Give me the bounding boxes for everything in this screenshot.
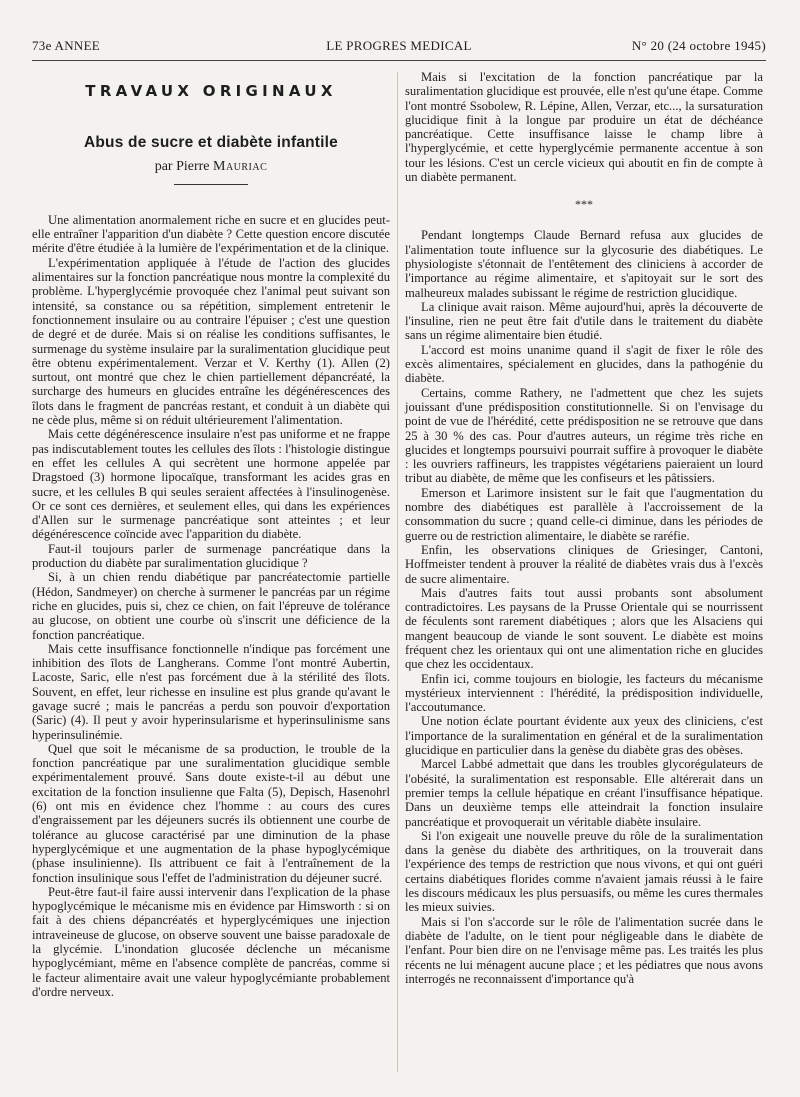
paragraph: Mais d'autres faits tout aussi probants sont absolument contradictoires. Les paysans de la Prusse Orientale qui se nourrissent de féculents sont rarement diabétiques ; alors que les Alsaciens qui mangent beaucoup de viande le sont souvent. Le diabète est moins fréquent chez les orientaux qui ont une alimentation riche en glucides que chez les occidentaux. xyxy=(405,585,763,672)
paragraph: Si l'on exigeait une nouvelle preuve du rôle de la suralimentation dans la genèse du diabète des arthritiques, on la trouverait dans l'expérience des temps de restriction que nous vivons, et qui ont guéri certains diabétiques florides comme n'avaient jamais réussi à le faire les discours médicaux les plus persuasifs, ou même les cures thermales les mieux suivies. xyxy=(405,828,763,915)
header-rule xyxy=(32,60,766,61)
paragraph: Marcel Labbé admettait que dans les troubles glycorégulateurs de l'obésité, la suralimentation est responsable. Elle altérerait dans un premier temps la cellule hépatique en créant l'insuffisance hépatique. Dans un deuxième temps elle atteindrait la fonction insulaire pancréatique et provoquerait un véritable diabète insulaire. xyxy=(405,757,763,829)
right-column xyxy=(405,70,763,986)
paragraph: Emerson et Larimore insistent sur le fait que l'augmentation du nombre des diabétiques est parallèle à l'accroissement de la consommation du sucre ; quand celle-ci diminue, dans les périodes de guerre ou de restriction alimentaire, le diabète se raréfie. xyxy=(405,485,763,543)
paragraph: L'accord est moins unanime quand il s'agit de fixer le rôle des excès alimentaires, spécialement en glucides, dans la pathogénie du diabète. xyxy=(405,342,763,386)
paragraph: Enfin ici, comme toujours en biologie, les facteurs du mécanisme mystérieux interviennent : l'hérédité, la prédisposition individuelle, l'accoutumance. xyxy=(405,671,763,715)
article-title: Abus de sucre et diabète infantile xyxy=(84,134,338,152)
paragraph: Si, à un chien rendu diabétique par pancréatectomie partielle (Hédon, Sandmeyer) on cherche à surmener le pancréas par un régime riche en glucides, puis si, chez ce chien, on fait l'épreuve de tolérance au glucose, on obtient une courbe où s'inscrit une déficience de la fonction pancréatique. xyxy=(32,570,390,642)
paragraph: Peut-être faut-il faire aussi intervenir dans l'explication de la phase hypoglycémique le mécanisme mis en évidence par Himsworth : si on fait à des chiens dépancréatés et hyperglycémiques une injection intraveineuse de glucose, on observe souvent une baisse paradoxale de la glycémie. L'inondation glucosée déclenche un mécanisme hypoglycémiant, même en l'absence complète de pancréas, comme si le facteur alimentaire avait une valeur hypoglycémiante probablement d'ordre nerveux. xyxy=(32,884,390,999)
left-column xyxy=(32,70,390,999)
section-title: TRAVAUX ORIGINAUX xyxy=(85,82,337,100)
left-body xyxy=(32,213,390,999)
asterism xyxy=(405,198,763,210)
paragraph: Mais cette dégénérescence insulaire n'est pas uniforme et ne frappe pas indiscutablement toutes les cellules des îlots : l'histologie distingue en effet les cellules A qui secrètent une hormone appelée par Dragstoed (3) hormone lipocaïque, transformant les acides gras en sucre, et les cellules B qui seules seraient affectées à l'insulinogenèse. Or ce sont ces dernières, et seulement elles, qui dans les expériences d'Allen sur le surmenage pancréatique sont atteintes ; et leur dégénérescence coïncide avec l'apparition du diabète. xyxy=(32,427,390,542)
issue-number-date: N° 20 (24 octobre 1945) xyxy=(631,38,766,53)
paragraph: Enfin, les observations cliniques de Griesinger, Cantoni, Hoffmeister tendent à prouver la réalité de diabètes vrais dus à l'excès de sucre alimentaire. xyxy=(405,542,763,586)
paragraph: Quel que soit le mécanisme de sa production, le trouble de la fonction pancréatique par une suralimentation glucidique semble expérimentalement prouvé. Sans doute existe-t-il au début une excitation de la fonction insulienne que Falta (5), Depisch, Hasenohrl (6) ont mis en évidence chez l'homme : au cours des cures d'engraissement par les déjeuners sucrés ils obtiennent une courbe de tolérance au glucose caractérisé par une diminution de la phase hyperglycémique et une augmentation de la phase hypoglycémique (phase insulinienne). Ils attribuent ce fait à l'entraînement de la fonction insulinique sous l'effet de l'administration du déjeuner sucré. xyxy=(32,741,390,885)
paragraph: La clinique avait raison. Même aujourd'hui, après la découverte de l'insuline, rien ne peut être fait d'utile dans le traitement du diabète sans un régime alimentaire bien étudié. xyxy=(405,299,763,343)
title-rule xyxy=(174,184,248,185)
asterism-glyphs: *** xyxy=(575,197,593,212)
paragraph: Mais cette insuffisance fonctionnelle n'indique pas forcément une inhibition des îlots de Langherans. Comme l'ont montré Aubertin, Lacoste, Saric, elle n'est pas forcément due à la stérilité des îlots. Souvent, en effet, leur richesse en insuline est plus grande qu'avant le gavage sucré ; mais le pancréas a perdu son pouvoir d'exportation (Saric) (4). Il peut y avoir hyperinsularisme et hyperinsulinisme sans hyperinsulinémie. xyxy=(32,641,390,742)
paragraph: Une alimentation anormalement riche en sucre et en glucides peut-elle entraîner l'apparition d'un diabète ? Cette question encore discutée mérite d'être étudiée à la lumière de l'expérimentation et de la clinique. xyxy=(32,212,390,256)
paragraph: Faut-il toujours parler de surmenage pancréatique dans la production du diabète par suralimentation glucidique ? xyxy=(32,541,390,571)
running-header xyxy=(32,38,766,56)
paragraph: L'expérimentation appliquée à l'étude de l'action des glucides alimentaires sur la fonction pancréatique nous montre la complexité du problème. L'hyperglycémie provoquée chez l'animal peut suivant son intensité, sa constance ou sa répétition, simplement entretenir le fonctionnement insulaire ou au contraire l'épuiser ; c'est une question de degré et de durée. Mais si on réalise les conditions suffisantes, le surmenage du système insulaire par la suralimentation glucidique peut être obtenu expérimentalement. Verzar et V. Kerthy (1). Allen (2) surtout, ont montré que chez le chien partiellement dépancréaté, la surcharge des humeurs en glucides entraîne les dégénérescences des îlots dans le fragment de pancréas restant, et conduit à un diabète qui ne cède plus, même si on réduit ultérieurement l'alimentation. xyxy=(32,255,390,428)
paragraph: Certains, comme Rathery, ne l'admettent que chez les sujets jouissant d'une prédisposition constitutionnelle. Si on l'envisage du point de vue de l'hérédité, cette prédisposition ne se retrouve que dans 25 à 30 % des cas. Pour d'autres auteurs, un régime très riche en glucides et longtemps poursuivi pourrait suffire à provoquer le diabète : les ouvriers raffineurs, les trappistes végétariens paieraient un lourd tribut au diabète, de même que les confiseurs et les pâtissiers. xyxy=(405,385,763,486)
volume-year: 73e ANNEE xyxy=(32,38,101,53)
paragraph: Pendant longtemps Claude Bernard refusa aux glucides de l'alimentation toute influence sur la glycosurie des diabétiques. Le physiologiste s'étonnait de l'entêtement des cliniciens à accorder de l'importance au régime alimentaire, et s'apitoyait sur le sort des malheureux malades subissant le régime de restriction glucidique. xyxy=(405,228,763,300)
paragraph: Mais si l'on s'accorde sur le rôle de l'alimentation sucrée dans le diabète de l'adulte, on le tient pour négligeable dans le diabète de l'enfant. Pour bien dire on ne l'envisage même pas. Les traités les plus récents ne lui ménagent aucune place ; et les pédiatres que nous avons interrogés ne reconnaissent d'importance qu'à xyxy=(405,914,763,986)
journal-title: LE PROGRES MEDICAL xyxy=(326,38,472,53)
author-surname: Mauriac xyxy=(213,158,268,174)
paragraph: Une notion éclate pourtant évidente aux yeux des cliniciens, c'est l'importance de la suralimentation en général et de la suralimentation glucidique en particulier dans la genèse du diabète gras des obèses. xyxy=(405,714,763,758)
column-divider xyxy=(397,72,398,1072)
byline-prefix: par Pierre xyxy=(154,158,210,174)
continuation-paragraph: Mais si l'excitation de la fonction pancréatique par la suralimentation glucidique est prouvée, elle n'est qu'une étape. Comme l'ont montré Ssobolew, R. Lépine, Allen, Verzar, etc..., la sursaturation glucidique finit à la longue par produire un état de déchéance pancréatique. Cette insuffisance laisse le champ libre à l'hyperglycémie, et cette hyperglycémie permanente accentue à son tour les lésions. C'est un cercle vicieux qui aboutit en fin de compte à un diabète permanent. xyxy=(405,70,763,185)
byline xyxy=(32,160,390,174)
